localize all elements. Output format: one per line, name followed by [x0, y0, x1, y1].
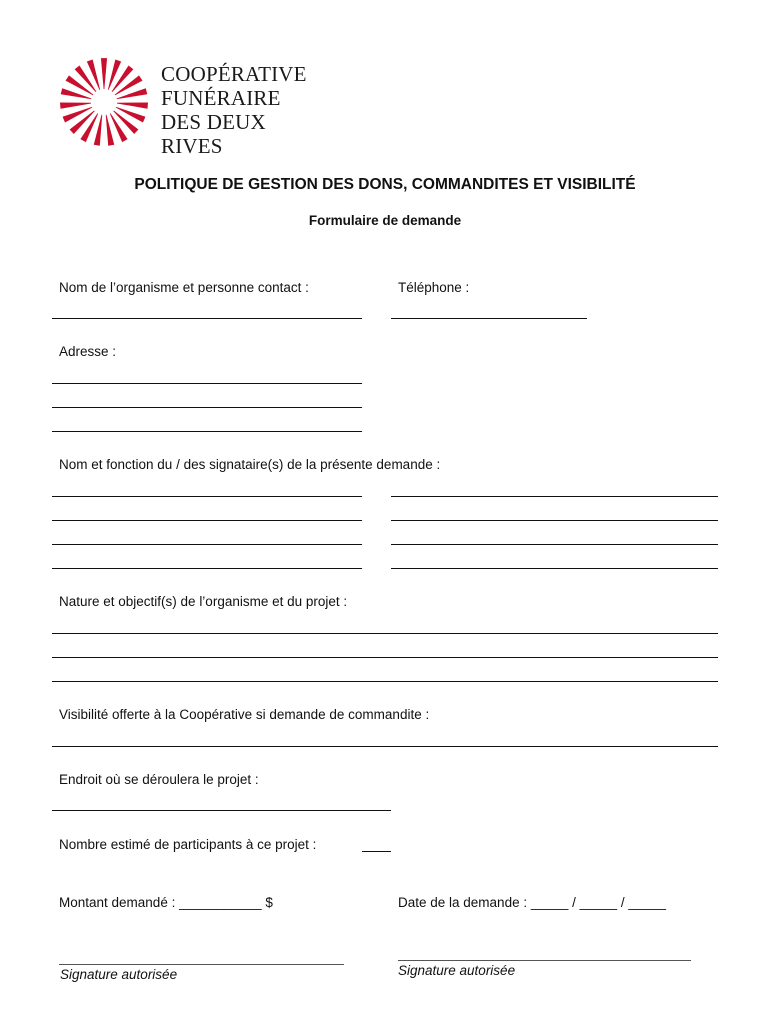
location-field[interactable]: [52, 810, 391, 811]
sunburst-ray: [110, 113, 128, 142]
participants-label: Nombre estimé de participants à ce projet :: [59, 837, 317, 852]
phone-field[interactable]: [391, 318, 587, 319]
org-contact-label: Nom de l’organisme et personne contact :: [59, 280, 309, 295]
logo-line-3: DES DEUX RIVES: [161, 110, 266, 158]
logo-line-1: COOPÉRATIVE: [161, 62, 307, 86]
signatory-name-field-4[interactable]: [52, 568, 362, 569]
location-label: Endroit où se déroulera le projet :: [59, 772, 259, 787]
logo-line-2: FUNÉRAIRE: [161, 86, 281, 110]
sunburst-ray: [63, 107, 93, 123]
sunburst-ray: [101, 58, 107, 89]
sunburst-ray: [116, 107, 146, 123]
nature-field-2[interactable]: [52, 657, 718, 658]
signature-line-right[interactable]: [398, 960, 691, 961]
sunburst-ray: [87, 59, 100, 89]
nature-field-1[interactable]: [52, 633, 718, 634]
signature-caption-right: Signature autorisée: [398, 963, 516, 978]
sunburst-ray: [108, 59, 121, 89]
participants-field[interactable]: [362, 851, 391, 852]
sunburst-ray: [117, 103, 148, 109]
visibility-label: Visibilité offerte à la Coopérative si demande de commandite :: [59, 707, 430, 722]
address-field-3[interactable]: [52, 431, 362, 432]
signatory-role-field-1[interactable]: [391, 496, 718, 497]
signatory-role-field-3[interactable]: [391, 544, 718, 545]
signatory-name-field-1[interactable]: [52, 496, 362, 497]
amount-label: Montant demandé : ___________ $: [59, 895, 273, 910]
document-subtitle: Formulaire de demande: [308, 213, 462, 228]
signatory-name-field-2[interactable]: [52, 520, 362, 521]
signatory-role-field-2[interactable]: [391, 520, 718, 521]
signatory-name-field-3[interactable]: [52, 544, 362, 545]
nature-field-3[interactable]: [52, 681, 718, 682]
signatory-role-field-4[interactable]: [391, 568, 718, 569]
sunburst-logo-icon: [58, 56, 150, 148]
signatories-label: Nom et fonction du / des signataire(s) de la présente demande :: [59, 457, 441, 472]
date-label: Date de la demande : _____ / _____ / _____: [398, 895, 666, 910]
org-contact-field[interactable]: [52, 318, 362, 319]
phone-label: Téléphone :: [398, 280, 470, 295]
visibility-field[interactable]: [52, 746, 718, 747]
logo: [58, 56, 328, 158]
address-field-2[interactable]: [52, 407, 362, 408]
document-title: POLITIQUE DE GESTION DES DONS, COMMANDITES ET VISIBILITÉ: [134, 176, 636, 193]
sunburst-ray: [80, 113, 98, 142]
address-label: Adresse :: [59, 344, 117, 359]
signature-line-left[interactable]: [59, 964, 344, 965]
address-field-1[interactable]: [52, 383, 362, 384]
nature-label: Nature et objectif(s) de l’organisme et du projet :: [59, 594, 348, 609]
sunburst-ray: [60, 103, 91, 109]
signature-caption-left: Signature autorisée: [60, 967, 178, 982]
